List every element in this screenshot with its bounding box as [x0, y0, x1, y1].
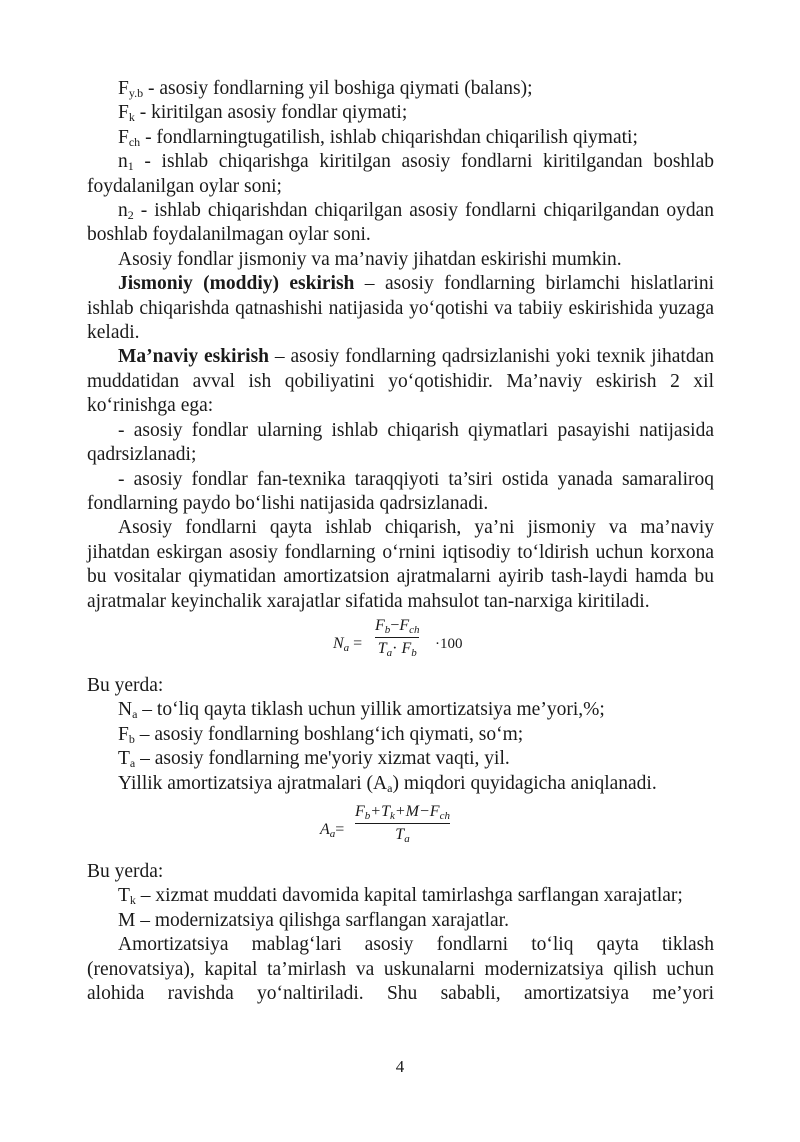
formula2-lhs: $A_a=$ [320, 820, 345, 840]
formula1-numerator: $F_b-F_{ch}$ [375, 616, 420, 636]
list-item-moral-1: - asosiy fondlar ularning ishlab chiqarish qiymatlari pasayishi natijasida qadrsizlanadi; [87, 419, 714, 466]
definition-m: M – modernizatsiya qilishga sarflangan xarajatlar. [118, 909, 509, 931]
formula-annual-amortization [87, 800, 714, 860]
formula1-denominator: $T_a\cdot F_b$ [377, 639, 417, 659]
term-moral-wear: Ma’naviy eskirish [118, 346, 270, 368]
definition-n1: $n_1$ - ishlab chiqarishga kiritilgan asosiy fondlarni kiritilgandan boshlab foydalanilgan oylar soni; [87, 151, 714, 197]
definition-fch: $F_{ch}$ - fondlarningtugatilish, ishlab chiqarishdan chiqarilish qiymati; [118, 126, 638, 149]
definition-fb: $F_b$ – asosiy fondlarning boshlang‘ich qiymati, so‘m; [118, 723, 524, 746]
definition-tk: $T_k$ – xizmat muddati davomida kapital tamirlashga sarflangan xarajatlar; [118, 885, 683, 908]
definition-fk: $F_k$ - kiritilgan asosiy fondlar qiymati; [118, 102, 408, 125]
formula-amortization-norm [87, 616, 714, 674]
definition-na: $N_a$ – to‘liq qayta tiklash uchun yillik amortizatsiya me’yori,%; [118, 699, 605, 722]
formula2-fraction-bar [355, 823, 450, 824]
bu-yerda-label-2: Bu yerda: [87, 860, 164, 882]
paragraph-reproduction: Asosiy fondlarni qayta ishlab chiqarish, ya’ni jismoniy va ma’naviy jihatdan eskirgan asosiy fondlarning o‘rnini iqtisodiy to‘ldirish uchun korxona bu vositalar qiymatidan amortizatsion ajratmalarni ayirib tash-laydi hamda bu ajratmalar keyinchalik xarajatlar sifatida mahsulot tan-narxiga kiritiladi. [87, 517, 714, 612]
list-item-moral-2: - asosiy fondlar fan-texnika taraqqiyoti ta’siri ostida yanada samaraliroq fondlarning paydo bo‘lishi natijasida qadrsizlanadi. [87, 468, 714, 514]
formula1-multiplier: ·100 [435, 635, 463, 652]
bu-yerda-label-1: Bu yerda: [87, 674, 164, 696]
formula2-denominator: $T_a$ [395, 825, 410, 845]
paragraph-annual-deductions: Yillik amortizatsiya ajratmalari $(A_a)$ miqdori quyidagicha aniqlanadi. [118, 772, 657, 795]
formula2-numerator: $F_b+T_k+M-F_{ch}$ [355, 802, 450, 822]
paragraph-wear-intro: Asosiy fondlar jismoniy va ma’naviy jihatdan eskirishi mumkin. [118, 248, 622, 270]
definition-ta: $T_a$ – asosiy fondlarning me'yoriy xizmat vaqti, yil. [118, 748, 510, 771]
paragraph-moral-wear: Ma’naviy eskirish – asosiy fondlarning qadrsizlanishi yoki texnik jihatdan muddatidan avval ish qobiliyatini yo‘qotishidir. Ma’naviy eskirish 2 xil ko‘rinishga ega: [87, 346, 714, 417]
formula1-fraction-bar [375, 637, 419, 638]
paragraph-amortization-funds: Amortizatsiya mablag‘lari asosiy fondlarni to‘liq qayta tiklash (renovatsiya), kapital ta’mirlash va uskunalarni modernizatsiya qilish uchun alohida ravishda yo‘naltiriladi. Shu sababli, amortizatsiya me’yori [87, 934, 714, 1004]
formula1-lhs: $N_a$ = [333, 634, 363, 654]
formula1-fraction [375, 616, 419, 659]
definition-n2: $n_2$ - ishlab chiqarishdan chiqarilgan asosiy fondlarni chiqarilgandan oydan boshlab foydalanilmagan oylar soni. [87, 200, 714, 246]
formula2-fraction [355, 802, 450, 845]
paragraph-physical-wear: Jismoniy (moddiy) eskirish – asosiy fondlarning birlamchi hislatlarini ishlab chiqarishda qatnashishi natijasida yo‘qotishi va tabiiy eskirishida yuzaga keladi. [87, 273, 714, 344]
definition-fyb: $F_{y.b}$ - asosiy fondlarning yil boshiga qiymati (balans); [118, 78, 533, 100]
page-content [87, 77, 714, 1006]
term-physical-wear: Jismoniy (moddiy) eskirish [118, 273, 355, 295]
page-number: 4 [395, 1057, 405, 1076]
